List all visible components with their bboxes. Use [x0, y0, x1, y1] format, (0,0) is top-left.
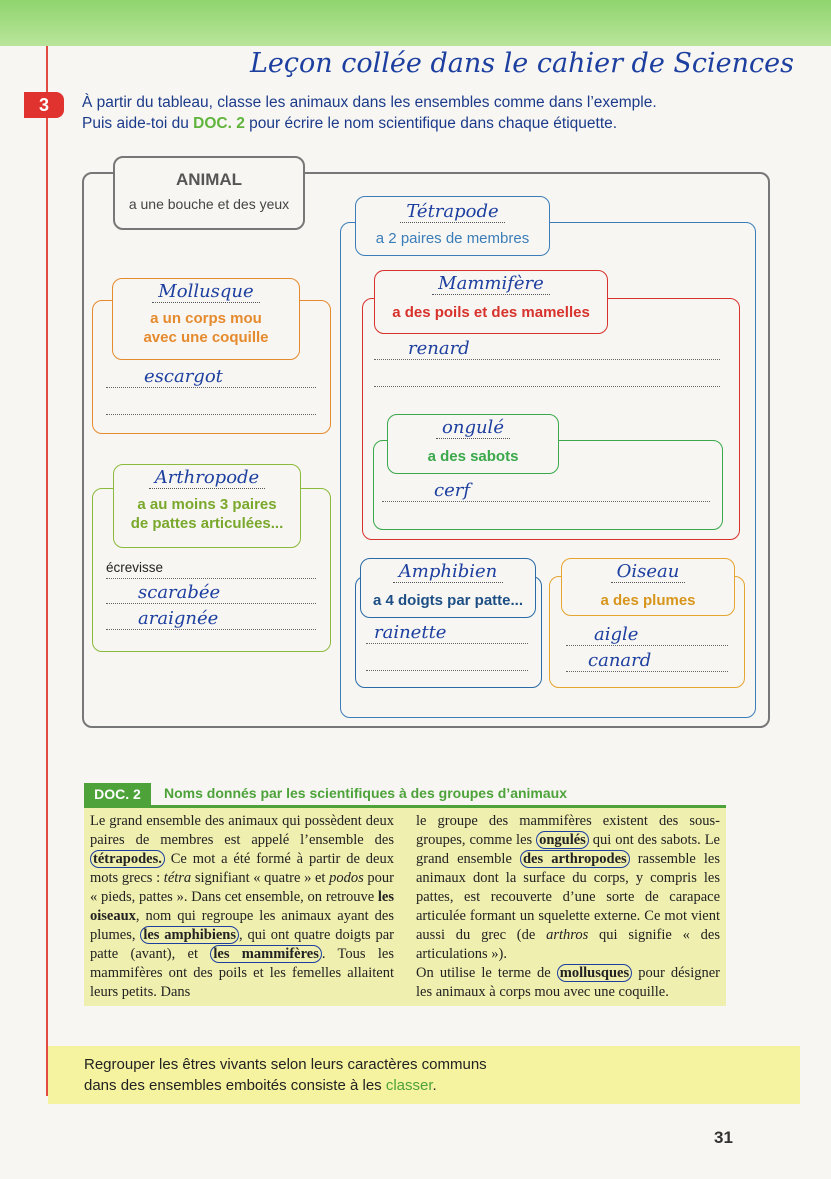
exercise-number-badge: 3 — [24, 92, 64, 118]
term-ongules: ongulés — [536, 831, 589, 849]
arthropode-name: Arthropode — [149, 467, 265, 489]
arthropode-tag — [113, 464, 301, 548]
arthropode-member-1: scarabée — [106, 582, 316, 604]
animal-trait: a une bouche et des yeux — [128, 196, 290, 212]
oiseau-member-1: aigle — [566, 624, 728, 646]
summary-line-1: Regrouper les êtres vivants selon leurs caractères communs — [84, 1056, 487, 1073]
term-oiseaux: les oiseaux — [90, 889, 394, 924]
amphibien-member-1: rainette — [366, 622, 528, 644]
summary-line-2: dans des ensembles emboités consiste à les classer. — [84, 1077, 437, 1094]
mollusque-tag — [112, 278, 300, 360]
handwritten-note: Leçon collée dans le cahier de Sciences — [250, 48, 794, 79]
margin-line — [46, 46, 48, 1096]
arthropode-example: écrevisse — [106, 556, 316, 579]
ongule-member-1: cerf — [382, 480, 710, 502]
amphibien-tag — [360, 558, 536, 618]
mammifere-name: Mammifère — [432, 273, 550, 295]
mollusque-trait-1: a un corps mou — [150, 310, 262, 327]
term-amphibiens: les amphibiens — [140, 926, 239, 944]
instruction-line-2: Puis aide-toi du DOC. 2 pour écrire le nom scientifique dans chaque étiquette. — [82, 115, 618, 132]
arthropode-trait-2: de pattes articulées... — [130, 515, 284, 532]
doc2-label: DOC. 2 — [84, 783, 151, 805]
doc2-title: Noms donnés par les scientifiques à des groupes d’animaux — [164, 785, 567, 801]
instruction-text — [82, 92, 657, 134]
tetrapode-trait: a 2 paires de membres — [375, 230, 530, 247]
animal-tag — [113, 156, 305, 230]
ongule-name: ongulé — [436, 417, 510, 439]
term-arthropodes: des arthropodes — [520, 850, 630, 868]
term-tetrapodes: tétrapodes. — [90, 850, 165, 868]
animal-title: ANIMAL — [175, 170, 243, 189]
arthropode-member-2: araignée — [106, 608, 316, 630]
mollusque-member-1: escargot — [106, 366, 316, 388]
oiseau-name: Oiseau — [611, 561, 686, 583]
mammifere-tag — [374, 270, 608, 334]
keyword-classer: classer — [385, 1077, 433, 1094]
doc2-right-column: le groupe des mammifères existent des sous-groupes, comme les ongulés qui ont des sabots. Le grand ensemble des arthropodes rassemble les animaux dont la surface du corps, y compris les pattes, est recouverte d’une sorte de carapace articulée formant un squelette externe. Ce mot vient aussi du grec (de arthros qui signifie « des articulations »). On utilise le terme de mollusques pour désigner les animaux à corps mou avec une coquille. — [416, 813, 720, 1000]
mammifere-member-1: renard — [374, 338, 720, 360]
ongule-tag — [387, 414, 559, 474]
oiseau-trait: a des plumes — [600, 592, 696, 609]
tetrapode-name: Tétrapode — [400, 201, 504, 223]
top-green-band — [0, 0, 831, 46]
oiseau-tag — [561, 558, 735, 616]
amphibien-empty-line — [366, 648, 528, 671]
mollusque-empty-line — [106, 392, 316, 415]
arthropode-trait-1: a au moins 3 paires — [137, 496, 277, 513]
oiseau-member-2: canard — [566, 650, 728, 672]
mammifere-empty-line — [374, 364, 720, 387]
amphibien-name: Amphibien — [393, 561, 503, 583]
doc2-left-column: Le grand ensemble des animaux qui possèdent deux paires de membres est appelé l’ensemble des tétrapodes. Ce mot a été formé à partir de deux mots grecs : tétra signifiant « quatre » et podos pour « pieds, pattes ». Dans cet ensemble, on retrouve les oiseaux, nom qui regroupe les animaux ayant des plumes, les amphibiens , qui ont quatre doigts par patte (avant), et les mammifères . Tous les mammifères ont des poils et les femelles allaitent leurs petits. Dans — [90, 813, 394, 1000]
term-mollusques: mollusques — [557, 964, 632, 982]
page-number: 31 — [714, 1128, 733, 1147]
mollusque-name: Mollusque — [152, 281, 259, 303]
instruction-line-1: À partir du tableau, classe les animaux dans les ensembles comme dans l’exemple. — [82, 94, 657, 111]
mollusque-trait-2: avec une coquille — [143, 329, 269, 346]
term-mammiferes: les mammifères — [210, 945, 321, 963]
doc-reference: DOC. 2 — [193, 115, 245, 132]
summary-text — [84, 1054, 487, 1096]
ongule-trait: a des sabots — [427, 448, 519, 465]
tetrapode-tag — [355, 196, 550, 256]
amphibien-trait: a 4 doigts par patte... — [372, 592, 524, 609]
mammifere-trait: a des poils et des mamelles — [392, 304, 590, 321]
